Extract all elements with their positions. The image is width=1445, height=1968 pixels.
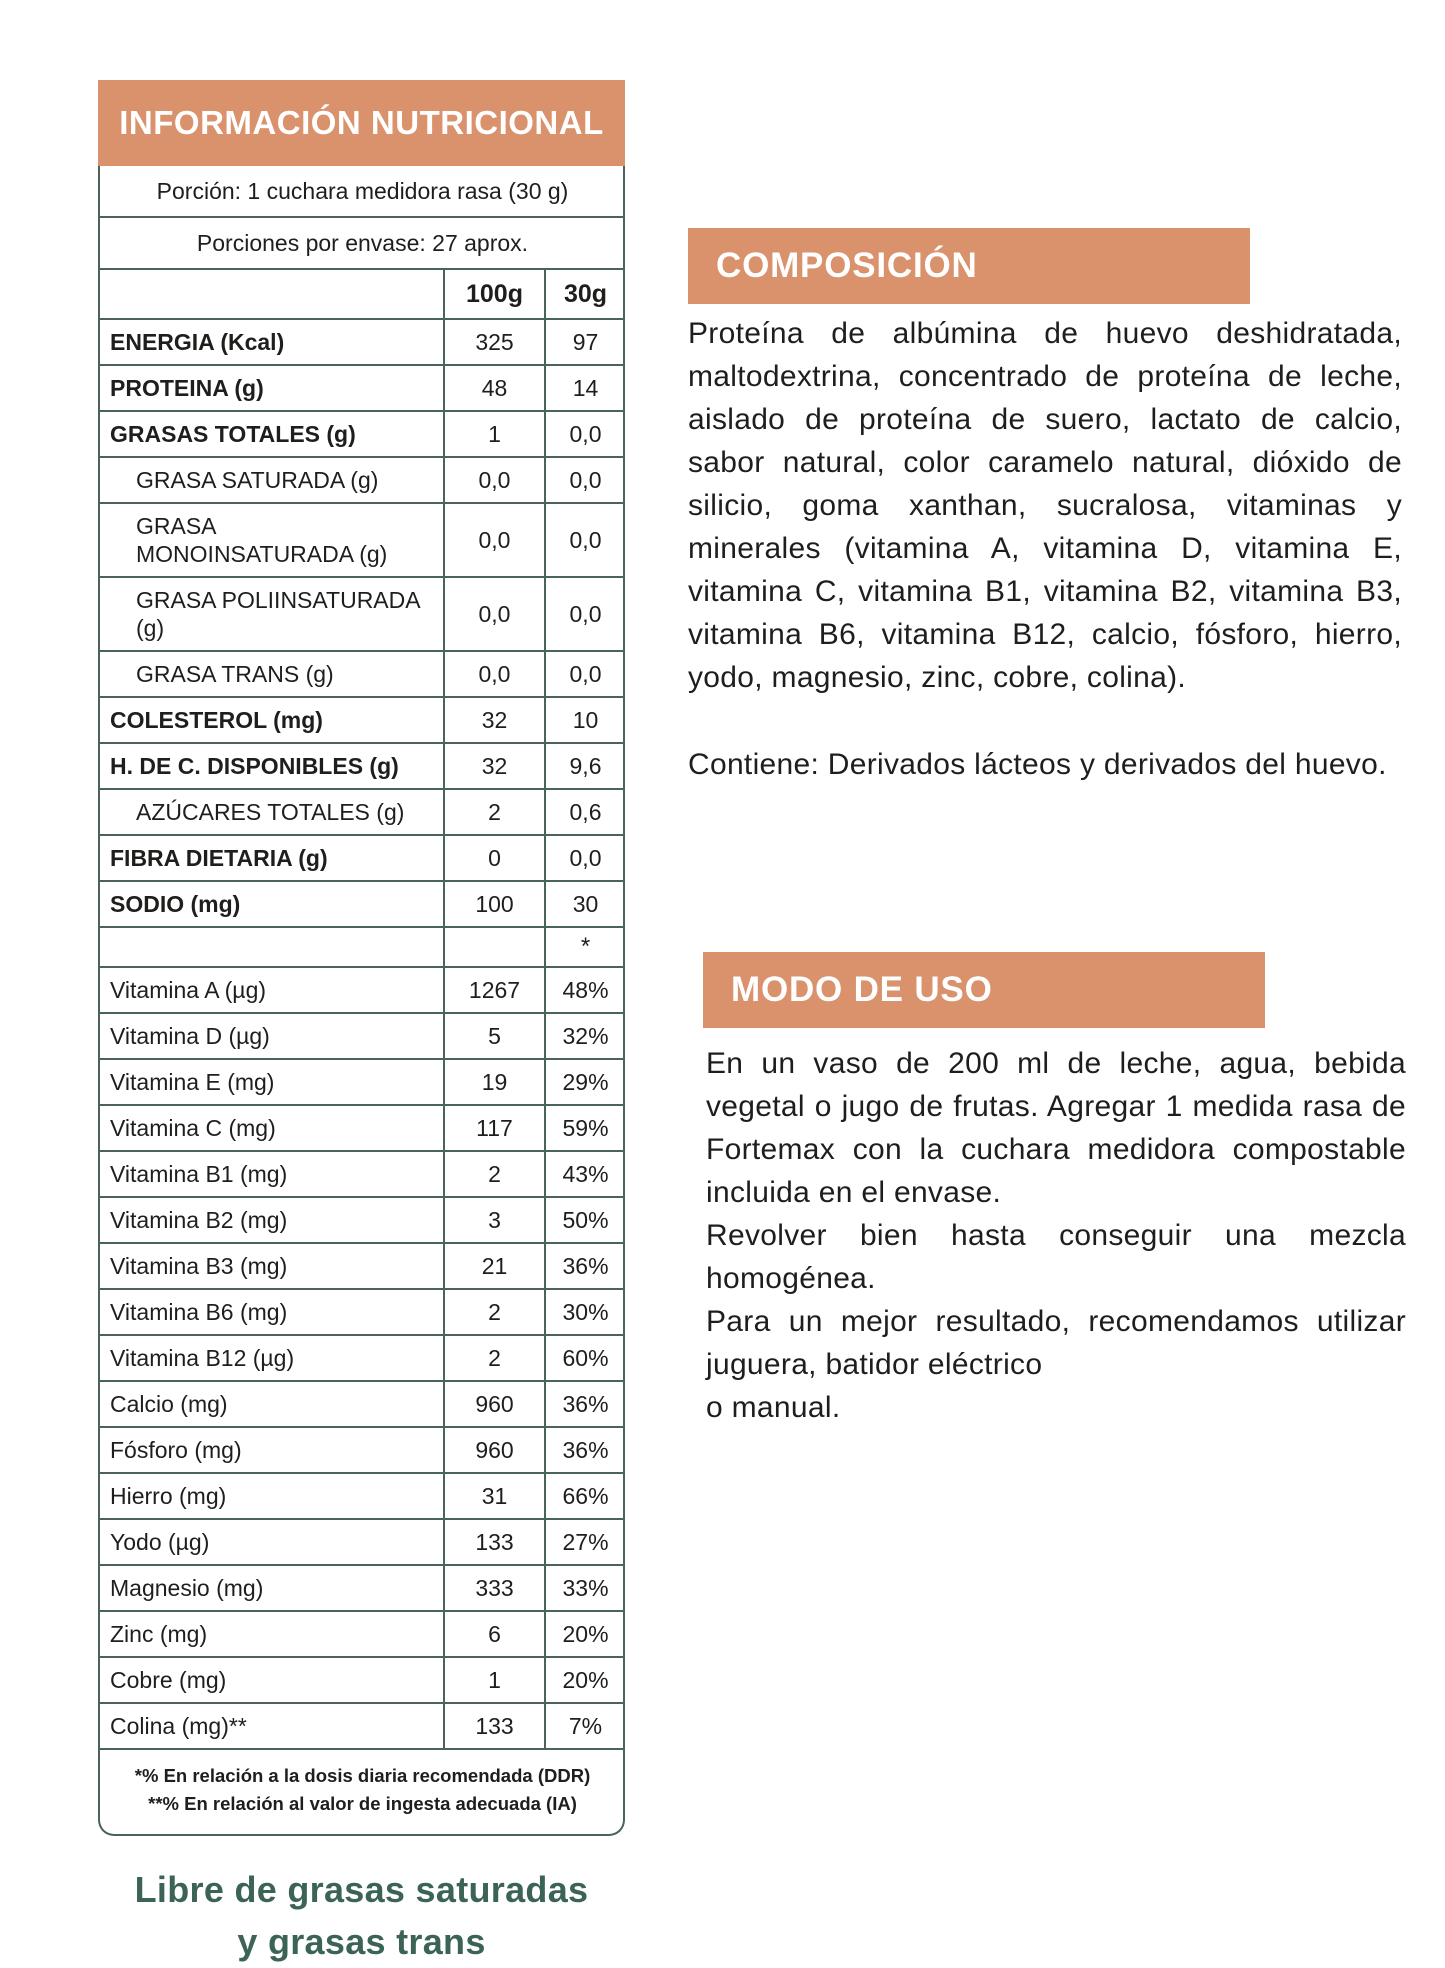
table-row xyxy=(100,835,625,881)
value-30g: 14 xyxy=(545,365,625,411)
servings-line: Porciones por envase: 27 aprox. xyxy=(100,217,625,269)
paragraph: Contiene: Derivados lácteos y derivados del huevo. xyxy=(688,748,1387,781)
value-100g: 2 xyxy=(444,1335,545,1381)
value-30g: 29% xyxy=(545,1059,625,1105)
claim-line-2: y grasas trans xyxy=(237,1920,486,1962)
value-30g: 20% xyxy=(545,1657,625,1703)
value-30g: 36% xyxy=(545,1243,625,1289)
row-label: FIBRA DIETARIA (g) xyxy=(100,835,444,881)
table-row xyxy=(100,1565,625,1611)
table-row xyxy=(100,1473,625,1519)
row-label: Colina (mg)** xyxy=(100,1703,444,1749)
paragraph: Para un mejor resultado, recomendamos utilizar juguera, batidor eléctrico xyxy=(706,1305,1406,1381)
row-label: Vitamina E (mg) xyxy=(100,1059,444,1105)
row-label: AZÚCARES TOTALES (g) xyxy=(100,789,444,835)
row-label: Hierro (mg) xyxy=(100,1473,444,1519)
value-100g: 133 xyxy=(444,1519,545,1565)
row-label: Cobre (mg) xyxy=(100,1657,444,1703)
value-30g: 0,0 xyxy=(545,411,625,457)
value-100g: 6 xyxy=(444,1611,545,1657)
table-row xyxy=(100,1059,625,1105)
table-row xyxy=(100,651,625,697)
row-label: GRASAS TOTALES (g) xyxy=(100,411,444,457)
nutrition-facts-panel xyxy=(98,80,625,1968)
table-row xyxy=(100,967,625,1013)
value-100g: 3 xyxy=(444,1197,545,1243)
value-30g: 0,0 xyxy=(545,457,625,503)
row-label: Vitamina B3 (mg) xyxy=(100,1243,444,1289)
value-30g: 0,0 xyxy=(545,651,625,697)
paragraph: Revolver bien hasta conseguir una mezcla homogénea. xyxy=(706,1219,1406,1295)
table-row xyxy=(100,1381,625,1427)
value-100g: 133 xyxy=(444,1703,545,1749)
row-label: H. DE C. DISPONIBLES (g) xyxy=(100,743,444,789)
value-100g: 0 xyxy=(444,835,545,881)
nutrition-title-bar xyxy=(98,80,625,166)
row-label: Vitamina B6 (mg) xyxy=(100,1289,444,1335)
table-row xyxy=(100,697,625,743)
separator-row xyxy=(100,927,625,967)
claim-text xyxy=(98,1864,625,1968)
table-row xyxy=(100,503,625,577)
value-30g: 60% xyxy=(545,1335,625,1381)
row-label: PROTEINA (g) xyxy=(100,365,444,411)
value-30g: 30% xyxy=(545,1289,625,1335)
table-row xyxy=(100,411,625,457)
table-row xyxy=(100,1151,625,1197)
value-100g: 117 xyxy=(444,1105,545,1151)
value-100g: 100 xyxy=(444,881,545,927)
value-30g: 48% xyxy=(545,967,625,1013)
value-30g: 0,0 xyxy=(545,577,625,651)
table-row xyxy=(100,1703,625,1749)
value-30g: 7% xyxy=(545,1703,625,1749)
value-30g: 32% xyxy=(545,1013,625,1059)
row-label: SODIO (mg) xyxy=(100,881,444,927)
value-30g: 9,6 xyxy=(545,743,625,789)
row-label: COLESTEROL (mg) xyxy=(100,697,444,743)
value-100g: 333 xyxy=(444,1565,545,1611)
table-row xyxy=(100,1427,625,1473)
value-30g: 0,0 xyxy=(545,835,625,881)
composition-text xyxy=(688,312,1402,786)
value-100g: 19 xyxy=(444,1059,545,1105)
value-100g: 1 xyxy=(444,411,545,457)
composition-header-bar xyxy=(688,228,1250,304)
value-30g: 27% xyxy=(545,1519,625,1565)
table-row xyxy=(100,881,625,927)
row-label: Vitamina B2 (mg) xyxy=(100,1197,444,1243)
column-header-30g: 30g xyxy=(545,269,625,319)
usage-title: MODO DE USO xyxy=(731,970,993,1009)
value-30g: 0,0 xyxy=(545,503,625,577)
row-label: ENERGIA (Kcal) xyxy=(100,319,444,365)
value-30g: 66% xyxy=(545,1473,625,1519)
paragraph: En un vaso de 200 ml de leche, agua, bebida vegetal o jugo de frutas. Agregar 1 medida rasa de Fortemax con la cuchara medidora compostable incluida en el envase. xyxy=(706,1047,1406,1209)
table-row xyxy=(100,457,625,503)
row-label: Vitamina B1 (mg) xyxy=(100,1151,444,1197)
portion-line: Porción: 1 cuchara medidora rasa (30 g) xyxy=(156,178,569,204)
value-30g: 36% xyxy=(545,1427,625,1473)
usage-text xyxy=(706,1042,1406,1429)
row-label: Vitamina B12 (µg) xyxy=(100,1335,444,1381)
row-label: GRASA MONOINSATURADA (g) xyxy=(100,503,444,577)
table-row xyxy=(100,319,625,365)
value-100g: 32 xyxy=(444,697,545,743)
value-30g: 10 xyxy=(545,697,625,743)
footnote-line: **% En relación al valor de ingesta adecuada (IA) xyxy=(148,1792,577,1814)
table-row xyxy=(100,577,625,651)
claim-line-1: Libre de grasas saturadas xyxy=(134,1868,589,1910)
portion-row xyxy=(100,166,625,217)
value-100g: 0,0 xyxy=(444,503,545,577)
value-100g: 960 xyxy=(444,1427,545,1473)
row-label: GRASA SATURADA (g) xyxy=(100,457,444,503)
value-100g: 325 xyxy=(444,319,545,365)
servings-row xyxy=(100,217,625,269)
table-row xyxy=(100,1105,625,1151)
value-100g: 2 xyxy=(444,1151,545,1197)
paragraph: Proteína de albúmina de huevo deshidratada, maltodextrina, concentrado de proteína de leche, aislado de proteína de suero, lactato de calcio, sabor natural, color caramelo natural, dióxido de silicio, goma xanthan, sucralosa, vitaminas y minerales (vitamina A, vitamina D, vitamina E, vitamina C, vitamina B1, vitamina B2, vitamina B3, vitamina B6, vitamina B12, calcio, fósforo, hierro, yodo, magnesio, zinc, cobre, colina). xyxy=(688,317,1402,694)
value-100g: 0,0 xyxy=(444,577,545,651)
row-label: Vitamina D (µg) xyxy=(100,1013,444,1059)
value-100g: 0,0 xyxy=(444,651,545,697)
table-row xyxy=(100,789,625,835)
value-100g: 2 xyxy=(444,1289,545,1335)
paragraph: o manual. xyxy=(706,1391,841,1424)
value-100g: 1267 xyxy=(444,967,545,1013)
row-label: Magnesio (mg) xyxy=(100,1565,444,1611)
row-label xyxy=(100,927,444,967)
value-100g: 2 xyxy=(444,789,545,835)
footnote-row xyxy=(100,1749,625,1834)
value-100g: 32 xyxy=(444,743,545,789)
footnote-text xyxy=(100,1749,625,1834)
value-100g xyxy=(444,927,545,967)
column-header-100g: 100g xyxy=(444,269,545,319)
row-label: GRASA TRANS (g) xyxy=(100,651,444,697)
nutrition-table xyxy=(100,166,625,1834)
usage-header-bar xyxy=(703,952,1265,1028)
empty-header-cell xyxy=(100,269,444,319)
row-label: Fósforo (mg) xyxy=(100,1427,444,1473)
value-30g: 43% xyxy=(545,1151,625,1197)
nutrition-title: INFORMACIÓN NUTRICIONAL xyxy=(119,104,604,141)
value-30g: 36% xyxy=(545,1381,625,1427)
row-label: GRASA POLIINSATURADA (g) xyxy=(100,577,444,651)
table-row xyxy=(100,1289,625,1335)
table-row xyxy=(100,1243,625,1289)
table-row xyxy=(100,743,625,789)
value-30g: 59% xyxy=(545,1105,625,1151)
row-label: Vitamina A (µg) xyxy=(100,967,444,1013)
row-label: Yodo (µg) xyxy=(100,1519,444,1565)
value-100g: 21 xyxy=(444,1243,545,1289)
row-label: Vitamina C (mg) xyxy=(100,1105,444,1151)
value-100g: 5 xyxy=(444,1013,545,1059)
table-row xyxy=(100,365,625,411)
value-30g: 33% xyxy=(545,1565,625,1611)
value-100g: 960 xyxy=(444,1381,545,1427)
value-100g: 31 xyxy=(444,1473,545,1519)
value-30g: 0,6 xyxy=(545,789,625,835)
value-100g: 1 xyxy=(444,1657,545,1703)
composition-title: COMPOSICIÓN xyxy=(716,246,978,285)
table-row xyxy=(100,1335,625,1381)
row-label: Zinc (mg) xyxy=(100,1611,444,1657)
table-row xyxy=(100,1657,625,1703)
value-30g: 50% xyxy=(545,1197,625,1243)
value-100g: 0,0 xyxy=(444,457,545,503)
table-row xyxy=(100,1013,625,1059)
footnote-line: *% En relación a la dosis diaria recomendada (DDR) xyxy=(134,1765,591,1786)
table-row xyxy=(100,1611,625,1657)
value-30g: 30 xyxy=(545,881,625,927)
nutrition-table-wrap xyxy=(98,166,625,1836)
nutrition-table-body xyxy=(100,166,625,1834)
value-30g: 97 xyxy=(545,319,625,365)
value-30g: * xyxy=(545,927,625,967)
value-100g: 48 xyxy=(444,365,545,411)
value-30g: 20% xyxy=(545,1611,625,1657)
table-row xyxy=(100,1197,625,1243)
column-header-row xyxy=(100,269,625,319)
table-row xyxy=(100,1519,625,1565)
row-label: Calcio (mg) xyxy=(100,1381,444,1427)
